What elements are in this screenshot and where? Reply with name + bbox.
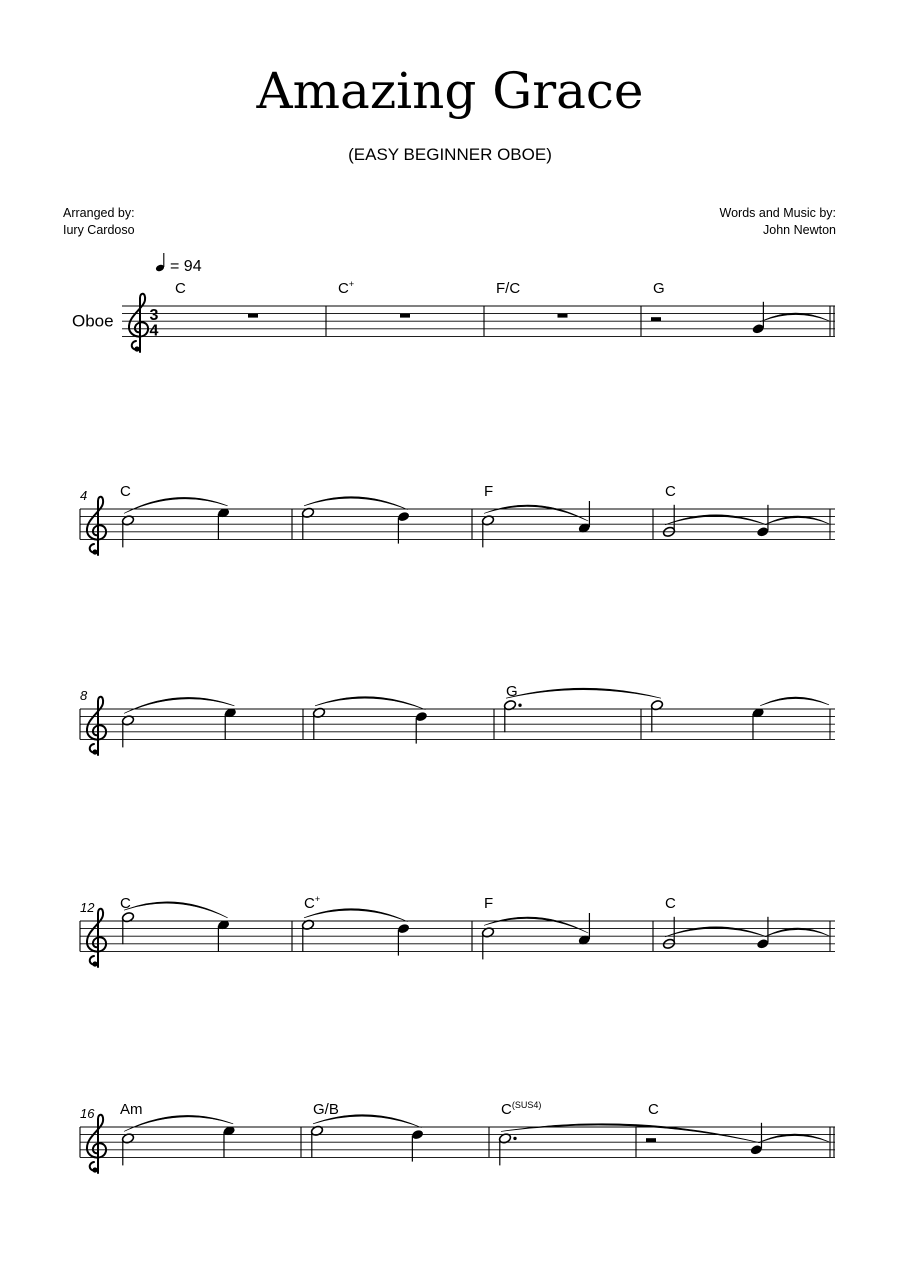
composer-name: John Newton bbox=[763, 223, 836, 237]
slur bbox=[315, 697, 425, 710]
chord-symbol bbox=[484, 483, 493, 500]
instrument-name: Oboe bbox=[72, 311, 114, 331]
staff-system bbox=[80, 683, 835, 755]
slur bbox=[760, 313, 829, 322]
staff-system bbox=[80, 483, 835, 555]
measure-number: 16 bbox=[80, 1106, 95, 1121]
chord-modifier: + bbox=[348, 279, 355, 289]
chord-symbol bbox=[653, 280, 665, 297]
slur bbox=[484, 505, 588, 521]
chord-symbol bbox=[665, 483, 676, 500]
staff-system bbox=[80, 894, 835, 967]
time-signature-numerator: 3 bbox=[149, 307, 159, 325]
augmentation-dot bbox=[518, 704, 521, 707]
slur bbox=[758, 1134, 829, 1143]
chord-name: C bbox=[175, 280, 186, 297]
augmentation-dot bbox=[513, 1137, 516, 1140]
half-rest-icon bbox=[651, 317, 661, 321]
slur bbox=[760, 697, 829, 706]
time-signature-denominator: 4 bbox=[149, 322, 159, 340]
treble-clef-dot bbox=[134, 346, 139, 351]
staff-system bbox=[72, 279, 835, 352]
whole-rest-icon bbox=[400, 314, 410, 318]
treble-clef-dot bbox=[92, 961, 97, 966]
chord-symbol bbox=[665, 895, 676, 912]
staff-system bbox=[80, 1100, 835, 1173]
chord-symbol bbox=[175, 280, 186, 297]
chord-name: C bbox=[665, 483, 676, 500]
chord-name: F/C bbox=[496, 280, 521, 297]
slur bbox=[304, 497, 408, 510]
treble-clef-dot bbox=[92, 549, 97, 554]
whole-rest-icon bbox=[558, 314, 568, 318]
chord-name: F bbox=[484, 895, 494, 912]
slur bbox=[304, 909, 408, 922]
chord-modifier: + bbox=[314, 894, 321, 904]
chord-symbol bbox=[120, 1101, 143, 1118]
slur bbox=[765, 928, 829, 937]
slur bbox=[124, 497, 228, 513]
chord-name: C bbox=[304, 895, 315, 912]
chord-name: C bbox=[648, 1101, 659, 1118]
chord-name: C bbox=[501, 1101, 512, 1118]
chord-modifier: (SUS4) bbox=[511, 1100, 542, 1110]
treble-clef-dot bbox=[92, 1167, 97, 1172]
chord-name: C bbox=[120, 895, 131, 912]
composer-label: Words and Music by: bbox=[719, 206, 836, 220]
chord-symbol bbox=[120, 483, 131, 500]
chord-symbol bbox=[501, 1100, 541, 1118]
tempo-text: = 94 bbox=[170, 258, 202, 275]
slur bbox=[124, 902, 228, 918]
chord-name: F bbox=[484, 483, 494, 500]
chord-name: C bbox=[338, 280, 349, 297]
slur bbox=[501, 1124, 760, 1143]
chord-symbol bbox=[313, 1101, 339, 1118]
chord-name: C bbox=[665, 895, 676, 912]
half-rest-icon bbox=[646, 1138, 656, 1142]
chord-name: C bbox=[120, 483, 131, 500]
slur bbox=[765, 516, 829, 525]
treble-clef-dot bbox=[92, 749, 97, 754]
treble-clef-icon bbox=[87, 697, 106, 755]
arranger-label: Arranged by: bbox=[63, 206, 135, 220]
chord-name: G/B bbox=[313, 1101, 339, 1118]
chord-symbol bbox=[338, 279, 354, 297]
chord-name: G bbox=[506, 683, 518, 700]
treble-clef-icon bbox=[87, 497, 106, 555]
treble-clef-icon bbox=[87, 909, 106, 967]
chord-symbol bbox=[648, 1101, 659, 1118]
whole-rest-icon bbox=[248, 314, 258, 318]
chord-symbol bbox=[496, 280, 520, 297]
measure-number: 8 bbox=[80, 688, 88, 703]
piece-title: Amazing Grace bbox=[256, 62, 644, 120]
tempo-marking bbox=[155, 253, 202, 275]
chord-symbol bbox=[304, 894, 320, 912]
chord-name: G bbox=[653, 280, 665, 297]
chord-symbol bbox=[484, 895, 493, 912]
slur bbox=[484, 917, 588, 933]
chord-name: Am bbox=[120, 1101, 143, 1118]
measure-number: 12 bbox=[80, 900, 95, 915]
arranger-name: Iury Cardoso bbox=[63, 223, 135, 237]
treble-clef-icon bbox=[129, 294, 148, 352]
slur bbox=[506, 688, 661, 698]
treble-clef-icon bbox=[87, 1115, 106, 1173]
piece-subtitle: (EASY BEGINNER OBOE) bbox=[348, 145, 552, 164]
slur bbox=[124, 697, 234, 713]
measure-number: 4 bbox=[80, 488, 88, 503]
